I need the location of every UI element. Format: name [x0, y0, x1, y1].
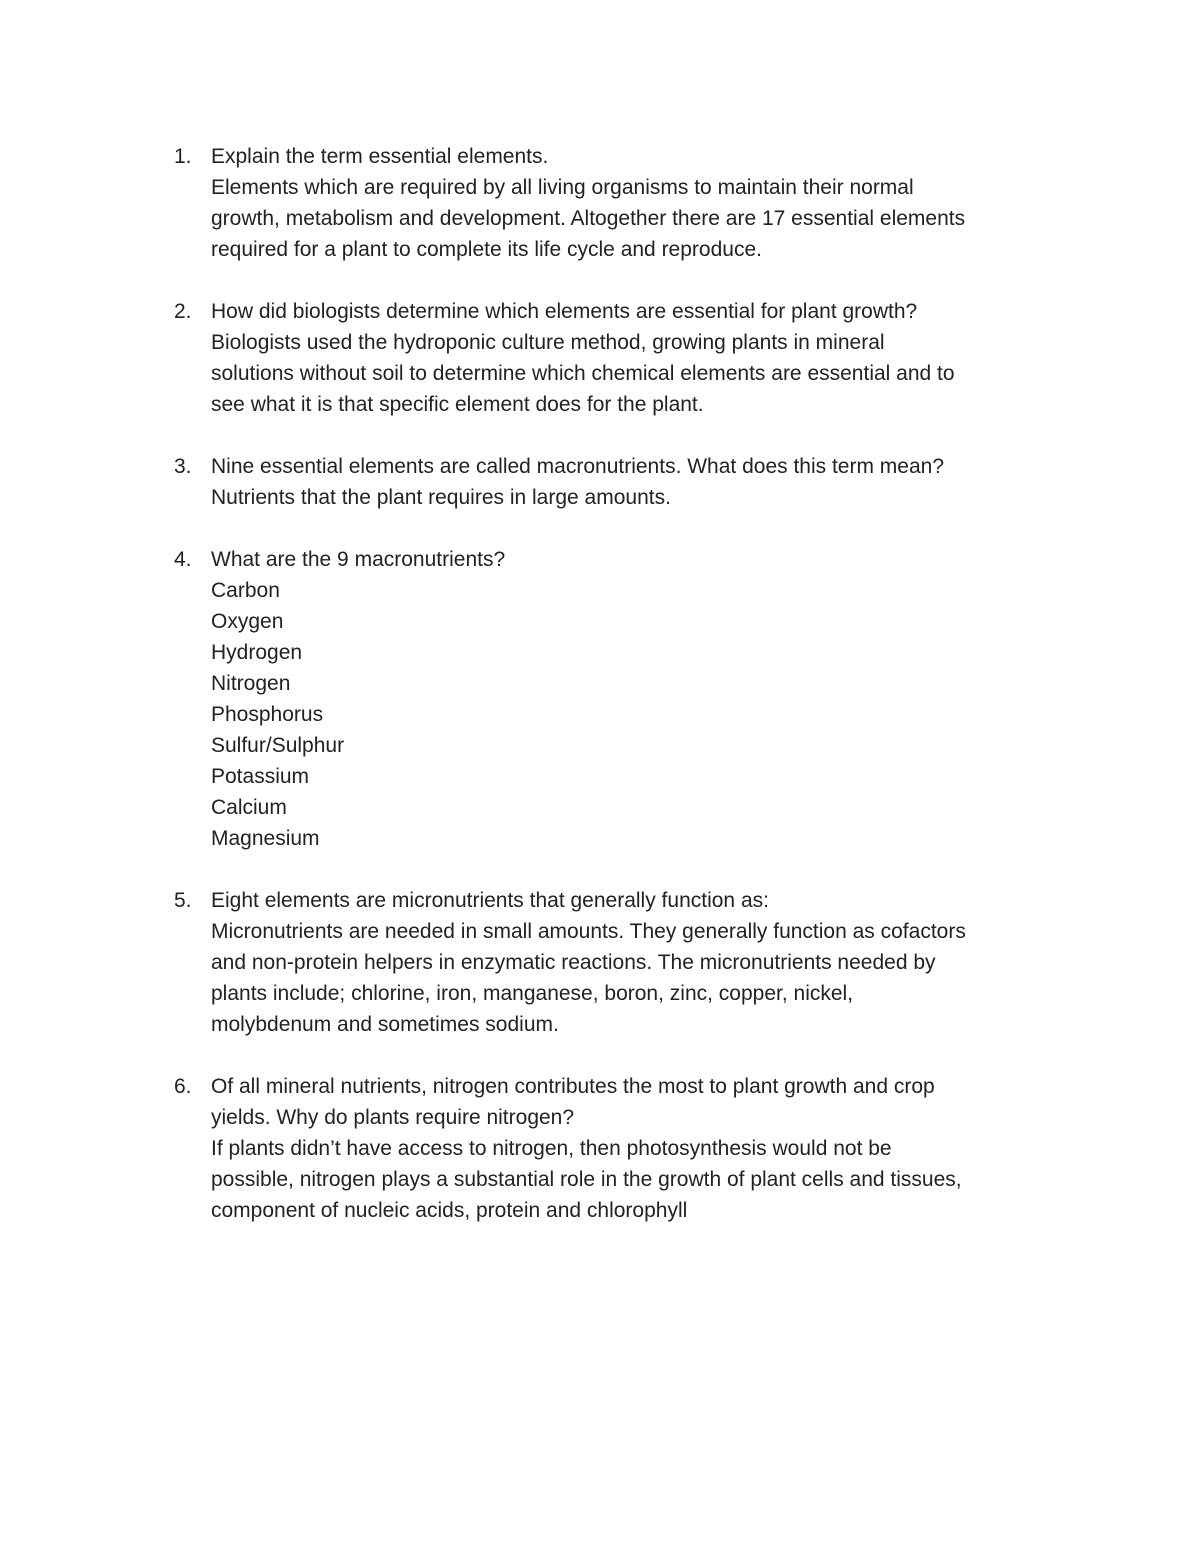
question-number: 4. — [174, 548, 192, 571]
answer-line: Elements which are required by all living organisms to maintain their normal — [211, 176, 914, 199]
question-text: yields. Why do plants require nitrogen? — [211, 1106, 575, 1129]
macronutrient-item: Calcium — [211, 796, 287, 819]
macronutrient-item: Nitrogen — [211, 672, 291, 695]
question-text: Of all mineral nutrients, nitrogen contributes the most to plant growth and crop — [211, 1075, 935, 1098]
answer-line: Nutrients that the plant requires in large amounts. — [211, 486, 671, 509]
question-number: 1. — [174, 145, 192, 168]
macronutrient-item: Sulfur/Sulphur — [211, 734, 345, 757]
question-number: 2. — [174, 300, 192, 323]
question-text: How did biologists determine which elements are essential for plant growth? — [211, 300, 918, 323]
answer-line: growth, metabolism and development. Altogether there are 17 essential elements — [211, 207, 966, 230]
question-number: 6. — [174, 1075, 192, 1098]
answer-line: component of nucleic acids, protein and chlorophyll — [211, 1199, 688, 1222]
macronutrient-item: Carbon — [211, 579, 280, 602]
answer-line: solutions without soil to determine which chemical elements are essential and to — [211, 362, 955, 385]
macronutrient-item: Hydrogen — [211, 641, 303, 664]
question-list — [174, 141, 1074, 1257]
question-item-6 — [174, 1071, 1074, 1226]
answer-line: see what it is that specific element does for the plant. — [211, 393, 704, 416]
macronutrient-item: Potassium — [211, 765, 310, 788]
answer-line: plants include; chlorine, iron, manganese, boron, zinc, copper, nickel, — [211, 982, 854, 1005]
question-text: What are the 9 macronutrients? — [211, 548, 506, 571]
answer-line: Micronutrients are needed in small amounts. They generally function as cofactors — [211, 920, 966, 943]
answer-line: If plants didn’t have access to nitrogen, then photosynthesis would not be — [211, 1137, 892, 1160]
question-number: 3. — [174, 455, 192, 478]
answer-line: and non-protein helpers in enzymatic reactions. The micronutrients needed by — [211, 951, 936, 974]
question-item-1 — [174, 141, 1074, 265]
question-text: Explain the term essential elements. — [211, 145, 549, 168]
macronutrient-item: Phosphorus — [211, 703, 324, 726]
question-text: Eight elements are micronutrients that generally function as: — [211, 889, 769, 912]
question-item-2 — [174, 296, 1074, 420]
question-item-4 — [174, 544, 1074, 854]
answer-line: possible, nitrogen plays a substantial role in the growth of plant cells and tissues, — [211, 1168, 962, 1191]
macronutrient-item: Magnesium — [211, 827, 320, 850]
question-text: Nine essential elements are called macronutrients. What does this term mean? — [211, 455, 945, 478]
macronutrient-item: Oxygen — [211, 610, 284, 633]
answer-line: required for a plant to complete its life cycle and reproduce. — [211, 238, 762, 261]
answer-line: molybdenum and sometimes sodium. — [211, 1013, 559, 1036]
question-number: 5. — [174, 889, 192, 912]
answer-line: Biologists used the hydroponic culture method, growing plants in mineral — [211, 331, 885, 354]
question-item-3 — [174, 451, 1074, 513]
question-item-5 — [174, 885, 1074, 1040]
